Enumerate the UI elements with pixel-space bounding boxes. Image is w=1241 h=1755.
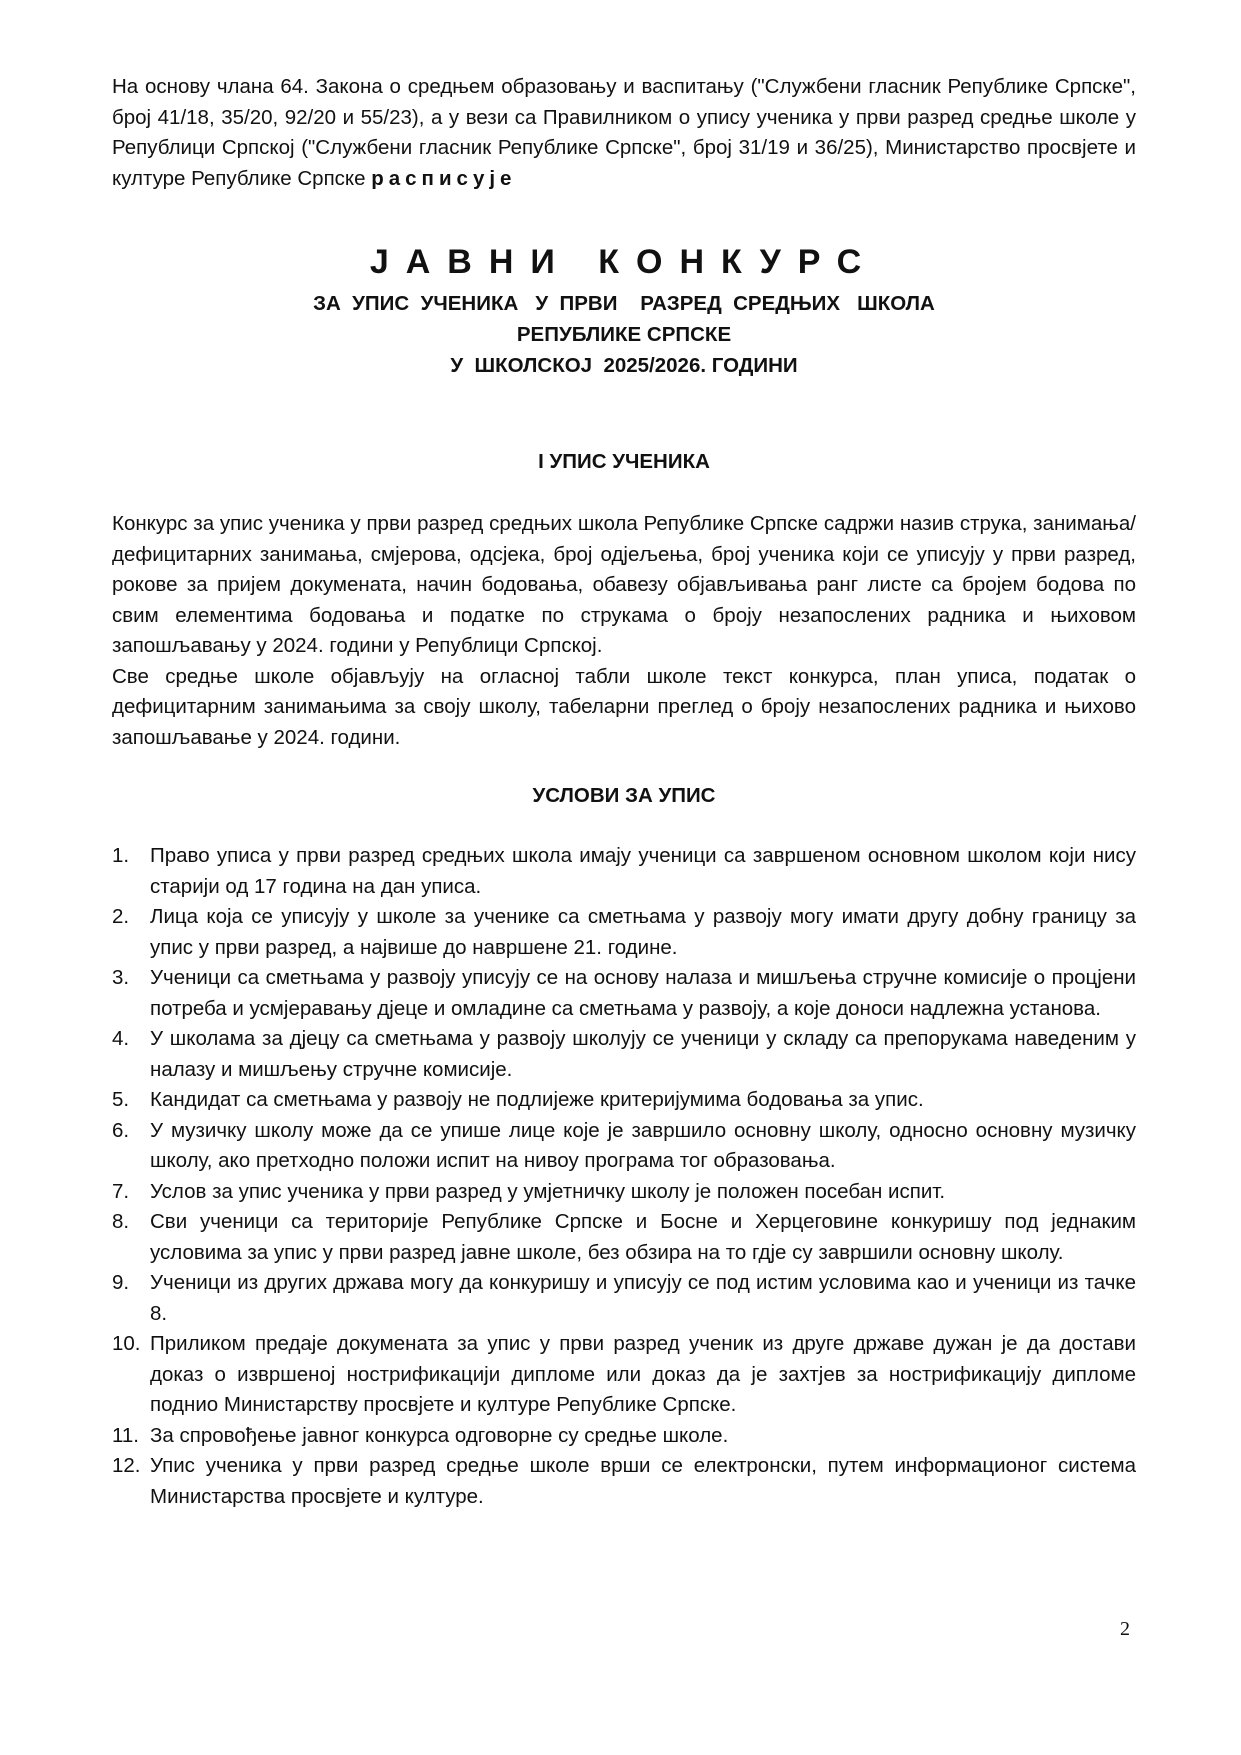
- condition-item: [112, 1329, 1136, 1421]
- condition-item: [112, 1085, 1136, 1116]
- condition-item: [112, 963, 1136, 1024]
- subtitle-line-3: У ШКОЛСКОЈ 2025/2026. ГОДИНИ: [450, 354, 798, 377]
- condition-text: За спровођење јавног конкурса одговорне су средње школе.: [150, 1423, 729, 1447]
- page-number: 2: [1120, 1618, 1130, 1640]
- condition-number: 7.: [112, 1179, 130, 1203]
- condition-item: [112, 902, 1136, 963]
- condition-item: [112, 1451, 1136, 1512]
- main-title: ЈАВНИ КОНКУРС: [369, 243, 879, 281]
- condition-item: [112, 1177, 1136, 1208]
- condition-text: Кандидат са сметњама у развоју не подлијеже критеријумима бодовања за упис.: [150, 1088, 924, 1111]
- condition-number: 8.: [112, 1210, 130, 1233]
- condition-text: Услов за упис ученика у први разред у умјетничку школу је положен посебан испит.: [150, 1179, 946, 1203]
- condition-number: 9.: [112, 1271, 130, 1294]
- condition-item: [112, 1268, 1136, 1329]
- section-heading-conditions: УСЛОВИ ЗА УПИС: [532, 784, 716, 807]
- condition-number: 5.: [112, 1088, 130, 1111]
- section-heading-enrollment: I УПИС УЧЕНИКА: [538, 450, 710, 473]
- condition-item: [112, 1116, 1136, 1177]
- subtitle-line-2: РЕПУБЛИКЕ СРПСКЕ: [516, 323, 732, 346]
- intro-emphasis: расписује: [371, 166, 517, 190]
- condition-text: У музичку школу може да се упише лице које је завршило основну школу, односно основну музичку школу, ако претходно положи испит на нивоу програма тог образовања.: [150, 1118, 1136, 1172]
- condition-text: Сви ученици са територије Републике Српске и Босне и Херцеговине конкуришу под једнаким условима за упис у први разред јавне школе, без обзира на то гдје су завршили основну школу.: [150, 1210, 1136, 1264]
- condition-number: 1.: [112, 844, 130, 867]
- document-page: [112, 72, 1136, 1512]
- condition-item: [112, 1421, 1136, 1452]
- intro-text: На основу члана 64. Закона о средњем образовању и васпитању ("Службени гласник Републике Српске", број 41/18, 35/20, 92/20 и 55/23), а у вези са Правилником о упису ученика у први разред средње школе у Републици Српској ("Службени гласник Републике Српске", број 31/19 и 36/25), Министарство просвјете и културе Републике Српске: [112, 75, 1136, 190]
- enrollment-paragraph-1: Конкурс за упис ученика у први разред средњих школа Републике Српске садржи назив струка, занимања/дефицитарних занимања, смјерова, одсјека, број одјељења, број ученика који се уписују у први разред, рокове за пријем докумената, начин бодовања, обавезу објављивања ранг листе са бројем бодова по свим елементима бодовања и податке по струкама о броју незапослених радника и њиховом запошљавању у 2024. години у Републици Српској.: [112, 512, 1136, 657]
- condition-item: [112, 1207, 1136, 1268]
- condition-number: 10.: [112, 1332, 141, 1355]
- condition-number: 11.: [112, 1423, 139, 1447]
- condition-text: У школама за дјецу са сметњама у развоју школују се ученици у складу са препорукама наведеним у налазу и мишљењу стручне комисије.: [150, 1027, 1136, 1081]
- condition-text: Лица која се уписују у школе за ученике са сметњама у развоју могу имати другу добну границу за упис у први разред, а највише до навршене 21. године.: [150, 905, 1136, 959]
- condition-text: Право уписа у први разред средњих школа имају ученици са завршеном основном школом који нису старији од 17 година на дан уписа.: [150, 844, 1136, 898]
- condition-number: 2.: [112, 905, 130, 928]
- condition-number: 6.: [112, 1118, 130, 1142]
- title-block: [112, 242, 1136, 381]
- condition-item: [112, 841, 1136, 902]
- intro-paragraph: [112, 72, 1136, 194]
- condition-text: Ученици са сметњама у развоју уписују се на основу налаза и мишљења стручне комисије о процјени потреба и усмјеравању дјеце и омладине са сметњама у развоју, а које доноси надлежна установа.: [150, 966, 1136, 1020]
- condition-number: 4.: [112, 1027, 130, 1050]
- condition-text: Ученици из других држава могу да конкуришу и уписују се под истим условима као и ученици из тачке 8.: [150, 1271, 1136, 1325]
- condition-text: Приликом предаје докумената за упис у први разред ученик из друге државе дужан је да достави доказ о извршеној нострификацији дипломе или доказ да је захтјев за нострификацију дипломе поднио Министарству просвјете и културе Републике Српске.: [150, 1332, 1136, 1416]
- subtitle-line-1: ЗА УПИС УЧЕНИКА У ПРВИ РАЗРЕД СРЕДЊИХ ШКОЛА: [313, 292, 935, 315]
- condition-number: 3.: [112, 966, 130, 989]
- conditions-list: [112, 841, 1136, 1512]
- condition-item: [112, 1024, 1136, 1085]
- condition-text: Упис ученика у први разред средње школе врши се електронски, путем информационог система Министарства просвјете и културе.: [150, 1454, 1136, 1508]
- condition-number: 12.: [112, 1454, 141, 1477]
- enrollment-paragraph-2: Све средње школе објављују на огласној табли школе текст конкурса, план уписа, податак о дефицитарним занимањима за своју школу, табеларни преглед о броју незапослених радника и њихово запошљавање у 2024. години.: [112, 664, 1136, 749]
